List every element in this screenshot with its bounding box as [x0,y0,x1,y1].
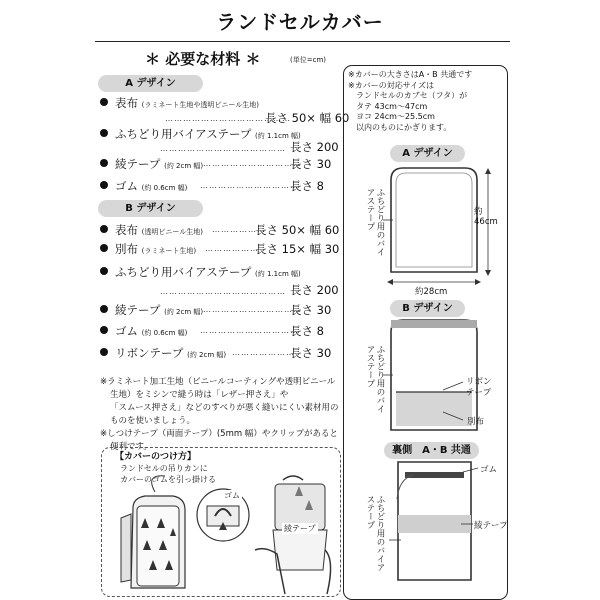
material-value: 長さ 30 [290,346,332,360]
material-value: 長さ 200 [290,140,339,154]
materials-heading: ＊ 必要な材料 ＊ [145,50,261,68]
title-divider [95,41,510,42]
right-b-design-label: B デザイン [390,300,465,317]
ayatape-label: 綾テープ [474,521,508,531]
width-label: 約28cm [415,287,448,297]
size-notes: ※カバーの大きさはA・B 共通です ※カバーの対応サイズは ランドセルのカブセ（フタ）が タテ 43cm〜47cm ヨコ 24cm〜25.5cm 以内のものにかぎります。 [348,70,473,132]
material-item: リボンテープ (約 2cm 幅) [100,345,226,361]
fuchidori-label-b: ふちどり用のバイアステープ [365,345,385,413]
material-value: 長さ 200 [290,283,339,297]
material-item: 別布 (ラミネート生地) [100,241,196,257]
ribbon-label: リボンテープ [466,377,492,398]
howto-title: 【カバーのつけ方】 [115,452,197,462]
howto-caption: ランドセルの吊りカンに カバーのゴムを引っ掛ける [120,464,216,484]
material-value: 長さ 30 [290,157,332,171]
betsununo-label: 別布 [467,417,485,427]
b-design-label: B デザイン [98,200,203,217]
page-title: ランドセルカバー [216,10,384,34]
material-item: ゴム (約 0.6cm 幅) [100,323,187,339]
howto-ayatape-label: 綾テープ [284,524,316,533]
right-a-design-label: A デザイン [390,145,465,162]
a-design-label: A デザイン [98,75,203,92]
pointer-line [152,476,165,492]
fuchidori-label-back: ふちどり用のバイアステープ [365,495,385,572]
material-value: 長さ 50× 幅 60 [255,223,340,237]
material-item: ふちどり用バイアステープ (約 1.1cm 幅) [100,126,301,142]
material-item: 表布 (ラミネート生地や透明ビニール生地) [100,95,259,111]
howto-gomu-label: ゴム [224,491,240,500]
material-item: ふちどり用バイアステープ (約 1.1cm 幅) [100,264,301,280]
right-back-label: 裏側 A・B 共通 [384,442,479,459]
material-item: ゴム (約 0.6cm 幅) [100,178,187,194]
material-value: 長さ 50× 幅 60 [265,111,350,125]
unit-label: (単位=cm) [290,56,326,64]
material-item: 綾テープ (約 2cm 幅) [100,302,203,318]
material-value: 長さ 8 [290,324,324,338]
material-item: 綾テープ (約 2cm 幅) [100,156,203,172]
height-label: 約46cm [474,207,498,227]
material-value: 長さ 15× 幅 30 [255,242,340,256]
material-value: 長さ 8 [290,179,324,193]
material-value: 長さ 30 [290,303,332,317]
gomu-label: ゴム [480,465,498,475]
material-item: 表布 (透明ビニール生地) [100,222,203,238]
sewing-notes: ※ラミネート加工生地（ビニールコーティングや透明ビニール 生地）をミシンで縫う時は「レザー押さえ」や 「スムース押さえ」などのすべりが悪く縫いにくい素材用の ものを使いましょう。 ※しつけテープ（両面テープ）(5mm 幅）やクリップがあると 便利です。 [100,377,339,452]
fuchidori-label-a: ふちどり用のバイアステープ [365,188,385,256]
